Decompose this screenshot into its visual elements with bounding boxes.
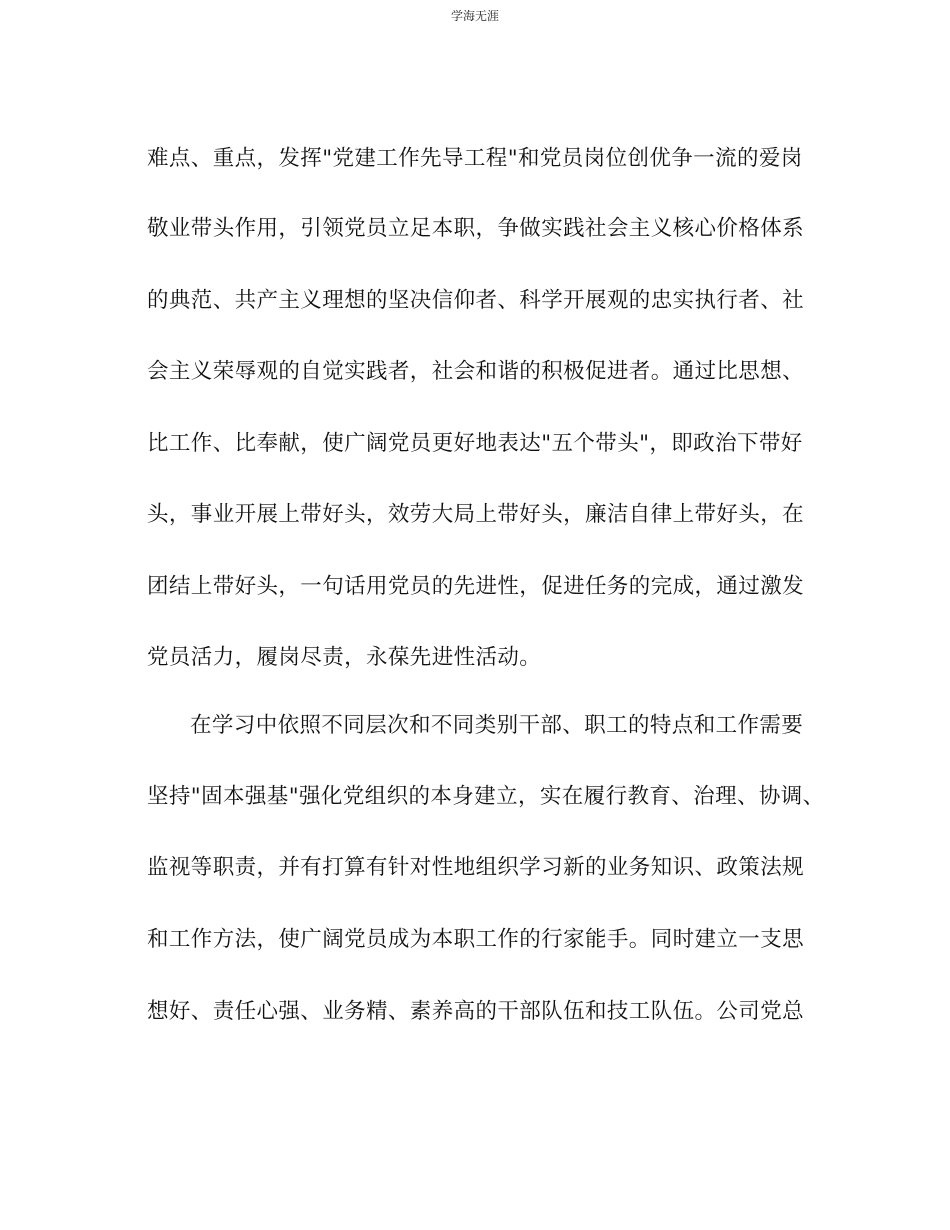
text-line: 和工作方法，使广阔党员成为本职工作的行家能手。同时建立一支思 bbox=[147, 927, 805, 952]
text-line: 想好、责任心强、业务精、素养高的干部队伍和技工队伍。公司党总 bbox=[147, 999, 805, 1024]
text-line: 会主义荣辱观的自觉实践者，社会和谐的积极促进者。通过比思想、 bbox=[147, 359, 805, 384]
text-line: 比工作、比奉献，使广阔党员更好地表达"五个带头"，即政治下带好 bbox=[147, 431, 803, 456]
text-line: 头，事业开展上带好头，效劳大局上带好头，廉洁自律上带好头，在 bbox=[147, 502, 805, 527]
text-line: 的典范、共产主义理想的坚决信仰者、科学开展观的忠实执行者、社 bbox=[147, 288, 805, 313]
text-line: 在学习中依照不同层次和不同类别干部、职工的特点和工作需要 bbox=[190, 713, 804, 738]
text-line: 敬业带头作用，引领党员立足本职，争做实践社会主义核心价格体系 bbox=[147, 216, 805, 241]
text-line: 难点、重点，发挥"党建工作先导工程"和党员岗位创优争一流的爱岗 bbox=[147, 146, 803, 171]
text-line: 党员活力，履岗尽责，永葆先进性活动。 bbox=[147, 645, 542, 670]
page-header: 学海无涯 bbox=[450, 9, 499, 23]
text-line: 团结上带好头，一句话用党员的先进性，促进任务的完成，通过激发 bbox=[147, 574, 805, 599]
text-line: 监视等职责，并有打算有针对性地组织学习新的业务知识、政策法规 bbox=[147, 855, 805, 880]
text-line: 坚持"固本强基"强化党组织的本身建立，实在履行教育、治理、协调、 bbox=[147, 784, 825, 809]
